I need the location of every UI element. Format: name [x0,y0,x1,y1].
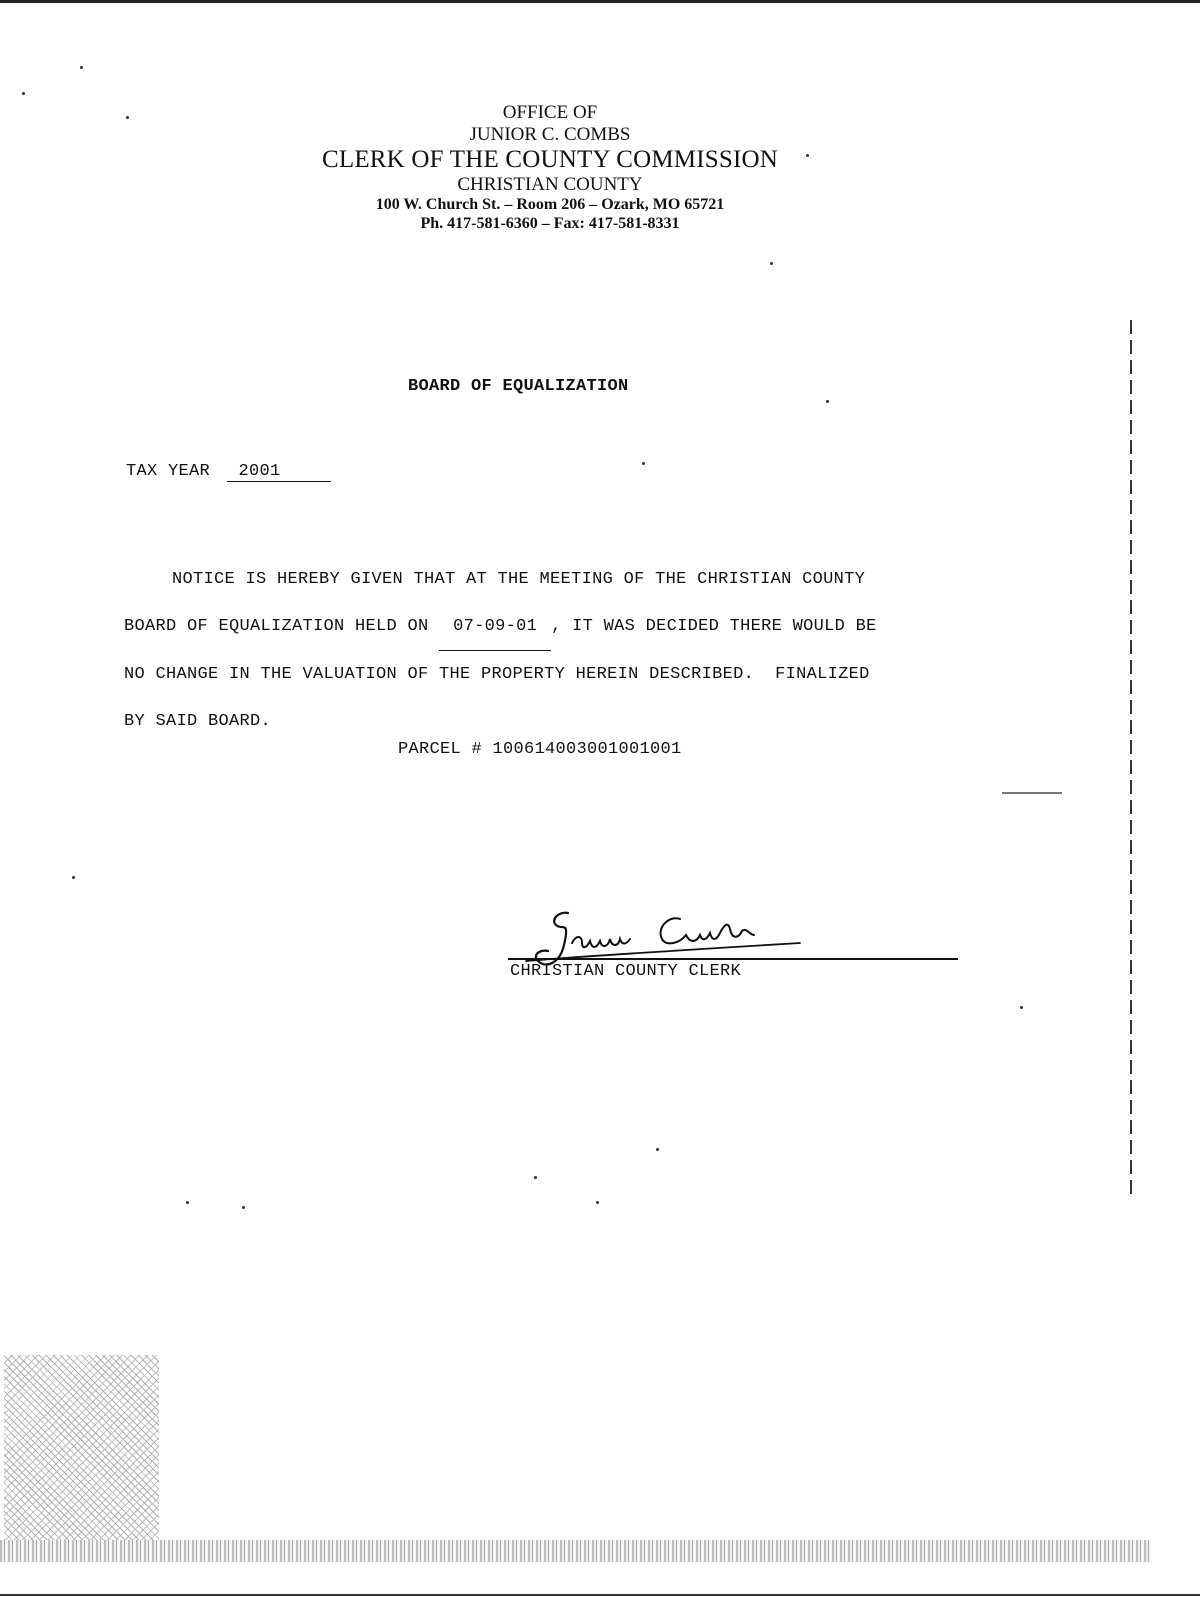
notice-line-2-before: BOARD OF EQUALIZATION HELD ON [124,617,429,636]
scan-noise-corner [4,1355,159,1540]
notice-line-2-after: , IT WAS DECIDED THERE WOULD BE [551,617,877,636]
notice-line-3: NO CHANGE IN THE VALUATION OF THE PROPERTY HEREIN DESCRIBED. FINALIZED [124,665,870,684]
scan-speck [72,876,75,879]
scan-speck [826,400,829,403]
letterhead-office-of: OFFICE OF [502,102,598,123]
scan-speck [242,1206,245,1209]
parcel-number: 100614003001001001 [492,740,682,759]
scan-speck [806,154,809,157]
parcel-line [398,740,682,759]
scan-speck [656,1148,659,1151]
tax-year-line [126,462,331,482]
notice-line-4: BY SAID BOARD. [124,712,272,731]
tax-year-value: 2001 [227,462,331,482]
scan-speck [186,1201,189,1204]
signature-line [508,958,958,960]
scan-speck [22,92,25,95]
notice-paragraph [124,556,944,745]
scan-speck [126,116,129,119]
letterhead [300,102,800,233]
parcel-label: PARCEL # [398,740,483,759]
scan-speck [770,262,773,265]
scan-noise-bottom [0,1540,1150,1562]
scan-right-edge [1130,320,1132,1200]
letterhead-title: CLERK OF THE COUNTY COMMISSION [321,145,779,173]
scan-speck [596,1201,599,1204]
notice-line-1 [124,556,944,603]
notice-line-1-text: NOTICE IS HEREBY GIVEN THAT AT THE MEETING OF THE CHRISTIAN COUNTY [172,570,866,589]
letterhead-phone: Ph. 417-581-6360 – Fax: 417-581-8331 [420,214,680,232]
signature-label: CHRISTIAN COUNTY CLERK [510,962,742,981]
scan-speck [1002,792,1062,794]
scan-bottom-edge [0,1594,1200,1596]
tax-year-label: TAX YEAR [126,462,211,481]
letterhead-name: JUNIOR C. COMBS [469,123,631,145]
scan-speck [80,66,83,69]
scan-speck [534,1176,537,1179]
meeting-date: 07-09-01 [439,603,551,651]
notice-line-2 [124,603,944,651]
scan-speck [642,462,645,465]
scan-top-edge [0,0,1200,3]
letterhead-county: CHRISTIAN COUNTY [457,174,643,196]
scan-speck [1020,1006,1023,1009]
letterhead-address: 100 W. Church St. – Room 206 – Ozark, MO 65721 [375,196,725,214]
document-heading: BOARD OF EQUALIZATION [408,377,629,396]
